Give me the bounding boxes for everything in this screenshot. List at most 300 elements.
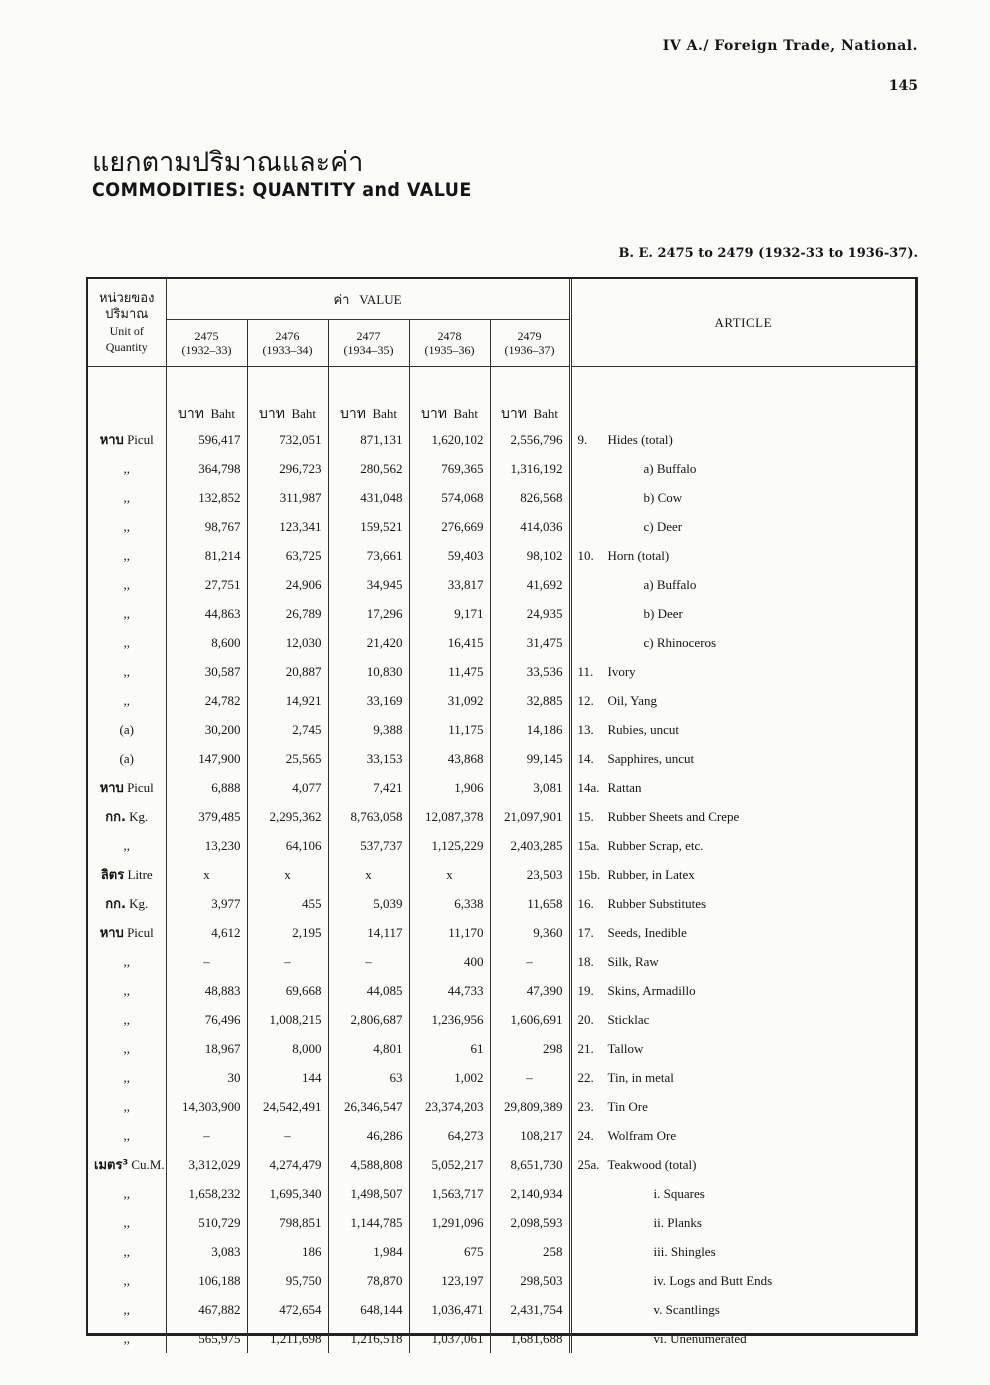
currency-en: Baht <box>453 406 479 421</box>
value-cell: 455 <box>247 889 328 918</box>
value-cell: – <box>247 1121 328 1150</box>
commodities-table <box>86 277 918 1346</box>
value-cell: 14,117 <box>328 918 409 947</box>
article-number: 9. <box>577 431 588 447</box>
unit-en: ,, <box>123 1272 130 1288</box>
article-cell <box>570 1121 915 1150</box>
currency-thai: บาท <box>500 406 527 422</box>
unit-en: ,, <box>123 663 130 679</box>
table-row <box>88 773 915 802</box>
value-cell: 3,312,029 <box>166 1150 247 1179</box>
value-cell: 59,403 <box>409 541 490 570</box>
value-cell: 2,403,285 <box>490 831 570 860</box>
year-header <box>166 320 247 367</box>
article-number: 17. <box>577 924 594 940</box>
value-cell: x <box>166 860 247 889</box>
value-cell: 675 <box>409 1237 490 1266</box>
unit-header-en-2: Quantity <box>105 339 148 354</box>
currency-blank <box>88 367 166 426</box>
value-cell: 1,236,956 <box>409 1005 490 1034</box>
value-cell: 144 <box>247 1063 328 1092</box>
value-cell: 6,888 <box>166 773 247 802</box>
unit-en: Picul <box>127 925 154 940</box>
article-name: Silk, Raw <box>607 953 659 969</box>
value-cell: 1,658,232 <box>166 1179 247 1208</box>
value-cell: 63 <box>328 1063 409 1092</box>
unit-thai: กก. <box>105 810 126 825</box>
article-cell <box>570 860 915 889</box>
article-cell <box>570 976 915 1005</box>
value-cell: 14,303,900 <box>166 1092 247 1121</box>
page-title-thai: แยกตามปริมาณและค่า <box>92 147 364 178</box>
value-cell: 1,036,471 <box>409 1295 490 1324</box>
table-row <box>88 831 915 860</box>
unit-en: ,, <box>123 1040 130 1056</box>
table-row <box>88 1295 915 1324</box>
value-cell: 32,885 <box>490 686 570 715</box>
table-row <box>88 599 915 628</box>
value-cell: 106,188 <box>166 1266 247 1295</box>
value-cell: 69,668 <box>247 976 328 1005</box>
value-cell: 5,039 <box>328 889 409 918</box>
value-cell: 9,171 <box>409 599 490 628</box>
value-cell: 18,967 <box>166 1034 247 1063</box>
value-cell: 64,273 <box>409 1121 490 1150</box>
data-table <box>88 279 915 1353</box>
value-cell: 76,496 <box>166 1005 247 1034</box>
table-row <box>88 1063 915 1092</box>
article-number: 22. <box>577 1069 594 1085</box>
value-cell: 1,125,229 <box>409 831 490 860</box>
article-cell <box>570 918 915 947</box>
table-row <box>88 1005 915 1034</box>
unit-cell <box>88 686 166 715</box>
table-row <box>88 1121 915 1150</box>
currency-en: Baht <box>210 406 236 421</box>
unit-cell <box>88 628 166 657</box>
value-cell: 41,692 <box>490 570 570 599</box>
article-cell <box>570 1063 915 1092</box>
value-cell: 73,661 <box>328 541 409 570</box>
article-cell <box>570 1179 915 1208</box>
value-cell: 61 <box>409 1034 490 1063</box>
value-cell: 1,211,698 <box>247 1324 328 1353</box>
value-cell: 33,153 <box>328 744 409 773</box>
currency-label <box>166 367 247 426</box>
value-cell: 296,723 <box>247 454 328 483</box>
value-cell: 1,984 <box>328 1237 409 1266</box>
table-row <box>88 889 915 918</box>
value-cell: 3,977 <box>166 889 247 918</box>
value-cell: 2,195 <box>247 918 328 947</box>
article-cell <box>570 1324 915 1353</box>
value-cell: 108,217 <box>490 1121 570 1150</box>
value-cell: 2,806,687 <box>328 1005 409 1034</box>
year-ce: (1934–35) <box>343 343 394 357</box>
value-cell: 29,809,389 <box>490 1092 570 1121</box>
value-cell: 81,214 <box>166 541 247 570</box>
unit-cell <box>88 570 166 599</box>
year-be: 2475 <box>194 329 219 343</box>
unit-en: ,, <box>123 605 130 621</box>
year-header <box>409 320 490 367</box>
article-name: i. Squares <box>653 1185 705 1201</box>
article-name: Rattan <box>607 779 642 795</box>
year-header <box>247 320 328 367</box>
article-name: vi. Unenumerated <box>653 1330 747 1346</box>
unit-en: ,, <box>123 982 130 998</box>
unit-en: ,, <box>123 1098 130 1114</box>
article-number: 11. <box>577 663 594 679</box>
value-cell: 1,606,691 <box>490 1005 570 1034</box>
table-row <box>88 1266 915 1295</box>
article-cell <box>570 1150 915 1179</box>
article-name: Tallow <box>607 1040 644 1056</box>
article-cell <box>570 831 915 860</box>
article-cell <box>570 1208 915 1237</box>
unit-cell <box>88 1034 166 1063</box>
value-cell: 33,817 <box>409 570 490 599</box>
value-cell: 510,729 <box>166 1208 247 1237</box>
unit-cell <box>88 454 166 483</box>
unit-cell <box>88 1266 166 1295</box>
value-cell: 8,763,058 <box>328 802 409 831</box>
value-cell: 467,882 <box>166 1295 247 1324</box>
value-cell: 1,037,061 <box>409 1324 490 1353</box>
article-cell <box>570 715 915 744</box>
unit-cell <box>88 1150 166 1179</box>
value-cell: 11,475 <box>409 657 490 686</box>
year-header <box>328 320 409 367</box>
table-row <box>88 802 915 831</box>
value-cell: 1,144,785 <box>328 1208 409 1237</box>
unit-en: ,, <box>123 953 130 969</box>
unit-thai: ลิตร <box>100 868 125 883</box>
article-name: Horn (total) <box>607 547 670 563</box>
article-cell <box>570 483 915 512</box>
unit-en: Litre <box>127 867 153 882</box>
article-name: b) Cow <box>643 489 683 505</box>
year-ce: (1935–36) <box>424 343 475 357</box>
unit-en: ,, <box>123 518 130 534</box>
value-cell: 2,295,362 <box>247 802 328 831</box>
table-row <box>88 1034 915 1063</box>
article-name: Rubies, uncut <box>607 721 680 737</box>
value-cell: 379,485 <box>166 802 247 831</box>
value-cell: 8,600 <box>166 628 247 657</box>
value-cell: – <box>247 947 328 976</box>
value-cell: 1,216,518 <box>328 1324 409 1353</box>
year-be: 2477 <box>356 329 381 343</box>
article-cell <box>570 1295 915 1324</box>
value-cell: 99,145 <box>490 744 570 773</box>
article-cell <box>570 744 915 773</box>
unit-thai: เมตร³ <box>94 1158 129 1173</box>
value-cell: 95,750 <box>247 1266 328 1295</box>
value-cell: 30 <box>166 1063 247 1092</box>
year-ce: (1932–33) <box>181 343 232 357</box>
currency-label <box>409 367 490 426</box>
value-cell: 2,556,796 <box>490 425 570 454</box>
value-cell: 565,975 <box>166 1324 247 1353</box>
value-cell: 26,346,547 <box>328 1092 409 1121</box>
article-cell <box>570 802 915 831</box>
unit-cell <box>88 1063 166 1092</box>
article-cell <box>570 1266 915 1295</box>
value-cell: 123,197 <box>409 1266 490 1295</box>
value-cell: 24,935 <box>490 599 570 628</box>
article-name: a) Buffalo <box>643 576 697 592</box>
table-row <box>88 541 915 570</box>
unit-en: ,, <box>123 1330 130 1346</box>
unit-column-header <box>88 279 166 367</box>
unit-header-en-1: Unit of <box>109 323 144 338</box>
table-row <box>88 425 915 454</box>
value-cell: 12,087,378 <box>409 802 490 831</box>
article-cell <box>570 686 915 715</box>
value-cell: 147,900 <box>166 744 247 773</box>
article-name: Seeds, Inedible <box>607 924 687 940</box>
article-cell <box>570 657 915 686</box>
value-cell: 431,048 <box>328 483 409 512</box>
article-number: 20. <box>577 1011 594 1027</box>
value-cell: 12,030 <box>247 628 328 657</box>
article-number: 15b. <box>577 866 601 882</box>
value-cell: 258 <box>490 1237 570 1266</box>
article-number: 16. <box>577 895 594 911</box>
table-row <box>88 570 915 599</box>
article-name: a) Buffalo <box>643 460 697 476</box>
value-cell: 123,341 <box>247 512 328 541</box>
table-row <box>88 657 915 686</box>
unit-cell <box>88 831 166 860</box>
value-cell: 24,906 <box>247 570 328 599</box>
unit-cell <box>88 947 166 976</box>
currency-en: Baht <box>291 406 317 421</box>
value-cell: – <box>166 1121 247 1150</box>
value-cell: 30,587 <box>166 657 247 686</box>
unit-en: (a) <box>119 750 134 766</box>
value-cell: 98,102 <box>490 541 570 570</box>
article-name: Rubber Sheets and Crepe <box>607 808 740 824</box>
unit-en: ,, <box>123 1243 130 1259</box>
article-cell <box>570 599 915 628</box>
value-cell: 44,733 <box>409 976 490 1005</box>
value-cell: 1,620,102 <box>409 425 490 454</box>
value-cell: 8,651,730 <box>490 1150 570 1179</box>
value-cell: 3,081 <box>490 773 570 802</box>
value-cell: 44,085 <box>328 976 409 1005</box>
value-cell: 33,169 <box>328 686 409 715</box>
article-column-header: ARTICLE <box>570 279 915 367</box>
article-name: Rubber, in Latex <box>607 866 695 882</box>
article-name: Oil, Yang <box>607 692 658 708</box>
unit-cell <box>88 889 166 918</box>
value-cell: 24,542,491 <box>247 1092 328 1121</box>
table-row <box>88 1237 915 1266</box>
article-name: Sapphires, uncut <box>607 750 695 766</box>
value-cell: 21,420 <box>328 628 409 657</box>
article-cell <box>570 1237 915 1266</box>
unit-en: ,, <box>123 1069 130 1085</box>
value-cell: 132,852 <box>166 483 247 512</box>
unit-en: ,, <box>123 1127 130 1143</box>
value-cell: 2,098,593 <box>490 1208 570 1237</box>
period-label: B. E. 2475 to 2479 (1932-33 to 1936-37). <box>618 246 918 261</box>
unit-en: Cu.M. <box>131 1157 165 1172</box>
unit-cell <box>88 1324 166 1353</box>
value-cell: 186 <box>247 1237 328 1266</box>
table-row <box>88 483 915 512</box>
value-cell: 14,186 <box>490 715 570 744</box>
value-cell: 4,588,808 <box>328 1150 409 1179</box>
unit-en: ,, <box>123 1011 130 1027</box>
value-cell: 732,051 <box>247 425 328 454</box>
unit-cell <box>88 425 166 454</box>
value-cell: 1,002 <box>409 1063 490 1092</box>
table-row <box>88 1150 915 1179</box>
value-cell: 364,798 <box>166 454 247 483</box>
value-cell: 311,987 <box>247 483 328 512</box>
unit-en: ,, <box>123 837 130 853</box>
table-row <box>88 715 915 744</box>
article-number: 14a. <box>577 779 600 795</box>
currency-en: Baht <box>533 406 559 421</box>
unit-cell <box>88 802 166 831</box>
value-cell: 1,695,340 <box>247 1179 328 1208</box>
unit-cell <box>88 1208 166 1237</box>
value-cell: 27,751 <box>166 570 247 599</box>
article-number: 14. <box>577 750 594 766</box>
article-cell <box>570 1034 915 1063</box>
value-cell: 26,789 <box>247 599 328 628</box>
value-cell: – <box>166 947 247 976</box>
unit-cell <box>88 1092 166 1121</box>
article-cell <box>570 1092 915 1121</box>
unit-cell <box>88 715 166 744</box>
value-cell: 1,316,192 <box>490 454 570 483</box>
value-cell: 47,390 <box>490 976 570 1005</box>
value-header-en: VALUE <box>359 291 402 307</box>
value-cell: 1,008,215 <box>247 1005 328 1034</box>
article-number: 24. <box>577 1127 594 1143</box>
article-number: 21. <box>577 1040 594 1056</box>
article-name: Rubber Scrap, etc. <box>607 837 704 853</box>
value-cell: x <box>409 860 490 889</box>
unit-cell <box>88 541 166 570</box>
value-cell: 769,365 <box>409 454 490 483</box>
unit-cell <box>88 1005 166 1034</box>
unit-cell <box>88 657 166 686</box>
article-cell <box>570 1005 915 1034</box>
table-row <box>88 1208 915 1237</box>
value-cell: 11,175 <box>409 715 490 744</box>
article-cell <box>570 512 915 541</box>
unit-cell <box>88 1179 166 1208</box>
currency-label <box>490 367 570 426</box>
article-name: Wolfram Ore <box>607 1127 677 1143</box>
value-cell: x <box>328 860 409 889</box>
unit-en: Picul <box>127 780 154 795</box>
value-cell: 13,230 <box>166 831 247 860</box>
table-row <box>88 918 915 947</box>
value-cell: 1,681,688 <box>490 1324 570 1353</box>
year-be: 2479 <box>517 329 542 343</box>
value-cell: 25,565 <box>247 744 328 773</box>
article-number: 23. <box>577 1098 594 1114</box>
value-cell: 648,144 <box>328 1295 409 1324</box>
value-cell: 78,870 <box>328 1266 409 1295</box>
table-row <box>88 947 915 976</box>
unit-cell <box>88 1121 166 1150</box>
value-cell: 159,521 <box>328 512 409 541</box>
article-cell <box>570 889 915 918</box>
value-cell: 1,906 <box>409 773 490 802</box>
value-cell: 30,200 <box>166 715 247 744</box>
article-number: 15. <box>577 808 594 824</box>
article-name: iii. Shingles <box>653 1243 716 1259</box>
article-name: Hides (total) <box>607 431 673 447</box>
article-cell <box>570 454 915 483</box>
value-cell: 537,737 <box>328 831 409 860</box>
value-cell: 4,077 <box>247 773 328 802</box>
value-cell: 280,562 <box>328 454 409 483</box>
value-cell: 596,417 <box>166 425 247 454</box>
article-cell <box>570 947 915 976</box>
value-cell: 17,296 <box>328 599 409 628</box>
unit-en: (a) <box>119 721 134 737</box>
value-cell: 1,563,717 <box>409 1179 490 1208</box>
value-cell: 11,658 <box>490 889 570 918</box>
unit-thai: หาบ <box>99 781 124 796</box>
currency-en: Baht <box>372 406 398 421</box>
article-name: Sticklac <box>607 1011 650 1027</box>
article-name: iv. Logs and Butt Ends <box>653 1272 773 1288</box>
article-name: Ivory <box>607 663 636 679</box>
unit-thai: หาบ <box>99 433 124 448</box>
table-row <box>88 976 915 1005</box>
unit-cell <box>88 512 166 541</box>
table-row <box>88 1179 915 1208</box>
unit-en: Picul <box>127 432 154 447</box>
value-cell: 2,140,934 <box>490 1179 570 1208</box>
unit-en: ,, <box>123 1214 130 1230</box>
value-cell: 4,801 <box>328 1034 409 1063</box>
unit-cell <box>88 918 166 947</box>
value-cell: 400 <box>409 947 490 976</box>
value-cell: 4,274,479 <box>247 1150 328 1179</box>
value-cell: 48,883 <box>166 976 247 1005</box>
currency-label <box>247 367 328 426</box>
value-cell: 23,374,203 <box>409 1092 490 1121</box>
value-cell: 5,052,217 <box>409 1150 490 1179</box>
value-cell: 98,767 <box>166 512 247 541</box>
value-cell: 574,068 <box>409 483 490 512</box>
value-cell: 1,291,096 <box>409 1208 490 1237</box>
currency-article-blank <box>570 367 915 426</box>
year-header <box>490 320 570 367</box>
unit-cell <box>88 744 166 773</box>
article-name: Tin, in metal <box>607 1069 674 1085</box>
unit-en: ,, <box>123 547 130 563</box>
table-row <box>88 1324 915 1353</box>
table-row <box>88 744 915 773</box>
article-cell <box>570 570 915 599</box>
table-row <box>88 686 915 715</box>
value-cell: 2,745 <box>247 715 328 744</box>
value-cell: 298 <box>490 1034 570 1063</box>
value-cell: 9,360 <box>490 918 570 947</box>
